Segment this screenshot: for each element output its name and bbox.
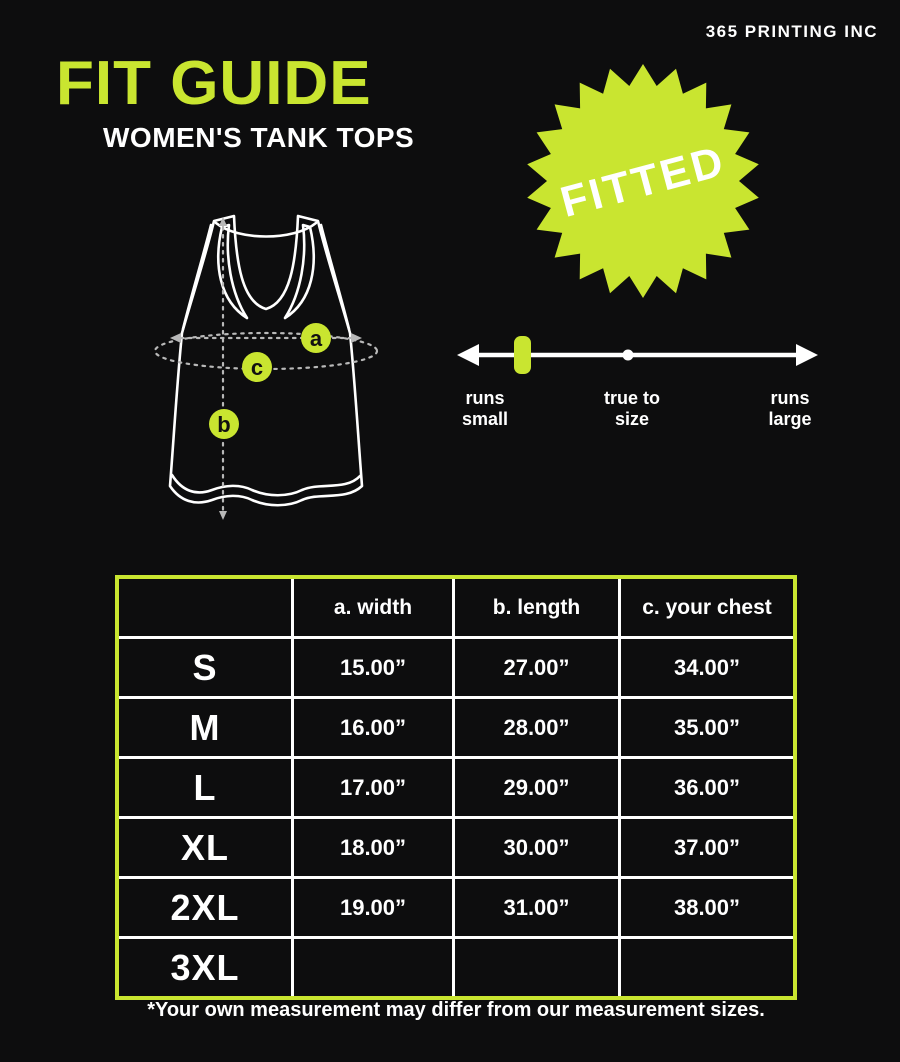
table-value-cell: 34.00” bbox=[621, 639, 793, 696]
page-title: FIT GUIDE bbox=[56, 49, 372, 118]
true-to-size-line2: size bbox=[614, 409, 650, 429]
table-size-cell: S bbox=[119, 639, 291, 696]
scale-label-true-to-size bbox=[580, 388, 684, 430]
racerback-right-cutout bbox=[285, 225, 314, 318]
measurement-footnote: *Your own measurement may differ from our measurement sizes. bbox=[147, 999, 765, 1021]
marker-a bbox=[301, 323, 331, 353]
table-value-cell: 15.00” bbox=[294, 639, 452, 696]
back-neckline bbox=[216, 223, 316, 237]
table-size-cell: M bbox=[119, 699, 291, 756]
table-value-cell: 36.00” bbox=[621, 759, 793, 816]
table-size-cell: XL bbox=[119, 819, 291, 876]
tank-top-diagram bbox=[150, 205, 410, 525]
scale-arrow-right-icon bbox=[796, 344, 818, 366]
table-corner-cell bbox=[119, 579, 291, 636]
marker-a-letter: a bbox=[309, 326, 323, 351]
fit-indicator bbox=[514, 336, 531, 374]
scale-label-runs-large bbox=[748, 388, 832, 430]
table-value-cell: 30.00” bbox=[455, 819, 618, 876]
true-to-size-tick bbox=[623, 350, 634, 361]
table-value-cell: 16.00” bbox=[294, 699, 452, 756]
table-value-cell bbox=[294, 939, 452, 996]
armhole-binding-left bbox=[183, 225, 211, 329]
table-value-cell: 38.00” bbox=[621, 879, 793, 936]
scale-arrow-left-icon bbox=[457, 344, 479, 366]
table-value-cell: 28.00” bbox=[455, 699, 618, 756]
table-value-cell bbox=[455, 939, 618, 996]
fit-scale bbox=[450, 325, 825, 387]
page-subtitle: WOMEN'S TANK TOPS bbox=[103, 122, 415, 153]
length-arrow-bottom-icon bbox=[219, 511, 227, 520]
fitted-badge-label: FITTED bbox=[555, 136, 731, 227]
table-value-cell: 27.00” bbox=[455, 639, 618, 696]
racerback-left-cutout bbox=[218, 225, 247, 318]
scale-label-runs-small bbox=[443, 388, 527, 430]
runs-large-line1: runs bbox=[770, 388, 810, 408]
table-value-cell: 31.00” bbox=[455, 879, 618, 936]
table-value-cell: 35.00” bbox=[621, 699, 793, 756]
table-value-cell bbox=[621, 939, 793, 996]
table-value-cell: 19.00” bbox=[294, 879, 452, 936]
brand-text: 365 PRINTING INC bbox=[705, 22, 878, 41]
true-to-size-line1: true to bbox=[604, 388, 660, 408]
runs-small-line1: runs bbox=[465, 388, 505, 408]
table-value-cell: 17.00” bbox=[294, 759, 452, 816]
table-value-cell: 18.00” bbox=[294, 819, 452, 876]
table-size-cell: 3XL bbox=[119, 939, 291, 996]
table-header-cell: b. length bbox=[455, 579, 618, 636]
table-size-cell: 2XL bbox=[119, 879, 291, 936]
hem-inner-line bbox=[172, 475, 360, 495]
marker-c-letter: c bbox=[250, 355, 264, 380]
fitted-badge bbox=[524, 62, 762, 300]
marker-c bbox=[242, 352, 272, 382]
size-table bbox=[115, 575, 797, 1000]
table-size-cell: L bbox=[119, 759, 291, 816]
runs-small-line2: small bbox=[461, 409, 509, 429]
table-header-cell: c. your chest bbox=[621, 579, 793, 636]
table-value-cell: 29.00” bbox=[455, 759, 618, 816]
table-header-cell: a. width bbox=[294, 579, 452, 636]
marker-b bbox=[209, 409, 239, 439]
runs-large-line2: large bbox=[768, 409, 812, 429]
marker-b-letter: b bbox=[217, 412, 231, 437]
armhole-binding-right bbox=[321, 225, 349, 329]
table-value-cell: 37.00” bbox=[621, 819, 793, 876]
